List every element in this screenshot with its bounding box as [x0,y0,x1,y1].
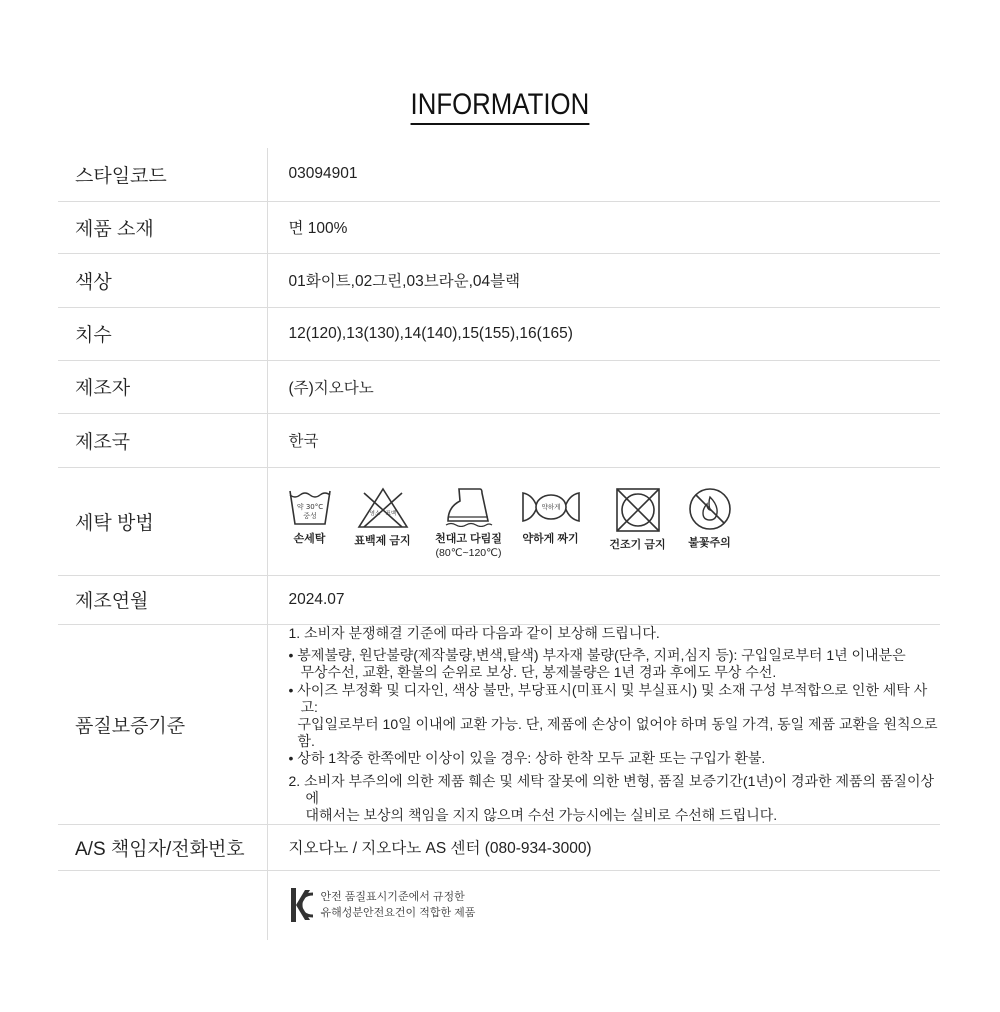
hand-wash-temp: 약 30°C [296,502,323,511]
table-row-wash [58,467,940,575]
care-item [609,487,667,552]
quality-text [289,625,941,824]
kc-logo-icon [289,886,315,924]
quality-b3: • 상하 1착중 한쪽에만 이상이 있을 경우: 상하 한착 모두 교환 또는 구입가 환불. [288,749,766,766]
table-row [58,824,940,870]
row-label: 세탁 방법 [58,467,267,575]
gentle-wring-icon [521,487,581,527]
care-caption: 표백제 금지 [354,534,411,547]
table-row-quality [58,624,940,824]
iron-temp: (80℃~120℃) [435,546,502,559]
table-row [58,575,940,624]
no-fire-icon [688,487,732,531]
row-value: 12(120),13(130),14(140),15(155),16(165) [288,324,573,342]
page-title-wrap [0,88,1000,125]
row-label: 치수 [58,307,267,360]
care-caption: 손세탁 [293,532,326,545]
kc-line2: 유해성분안전요건이 적합한 제품 [320,907,476,920]
row-label: 제조연월 [58,575,267,624]
row-label: A/S 책임자/전화번호 [58,824,267,870]
quality-b2a: • 사이즈 부정확 및 디자인, 색상 불만, 부당표시(미표시 및 부실표시) 및 소재 구성 부적합으로 인한 세탁 사고: [288,681,928,715]
hand-wash-neutral: 중성 [302,511,317,520]
care-caption [435,532,502,560]
hand-wash-icon [289,487,331,527]
kc-line1: 안전 품질표시기준에서 규정한 [320,891,465,904]
row-label: 제품 소재 [58,201,267,253]
no-bleach-icon [357,487,409,529]
kc-certification [289,886,941,924]
quality-p2b: 대해서는 보상의 책임을 지지 않으며 수선 가능시에는 실비로 수선해 드립니다. [305,806,778,823]
care-caption: 약하게 짜기 [522,532,579,545]
quality-p2a: 2. 소비자 부주의에 의한 제품 훼손 및 세탁 잘못에 의한 변형, 품질 보증기간(1년)이 경과한 제품의 품질이상에 [288,772,935,806]
row-value: 2024.07 [288,590,345,608]
bleach-chlorine: 염소 [369,510,380,517]
kc-text [321,889,476,921]
quality-standard [267,624,940,824]
care-caption: 불꽃주의 [688,536,731,549]
iron-icon [444,487,494,527]
wash-icons [267,467,940,575]
table-row [58,360,940,413]
row-label: 제조국 [58,413,267,467]
info-table [58,148,940,940]
care-caption: 건조기 금지 [609,538,666,551]
row-label: 제조자 [58,360,267,413]
quality-b1a: • 봉제불량, 원단불량(제작불량,변색,탈색) 부자재 불량(단추, 지퍼,심지 등): 구입일로부터 1년 이내분은 [288,646,906,663]
care-item [289,487,331,546]
quality-p1: 1. 소비자 분쟁해결 기준에 따라 다음과 같이 보상해 드립니다. [288,624,660,641]
table-row [58,253,940,307]
care-item [521,487,581,546]
iron-caption: 천대고 다림질 [435,532,502,545]
row-label: 색상 [58,253,267,307]
row-label: 품질보증기준 [58,624,267,824]
wring-text: 약하게 [541,502,560,511]
table-row [58,201,940,253]
row-value: 한국 [288,433,319,450]
care-item [687,487,733,550]
no-tumble-dry-icon [615,487,661,533]
quality-b1b: 무상수선, 교환, 환불의 순위로 보상. 단, 봉제불량은 1년 경과 후에도 무상 수선. [300,663,777,680]
table-row-kc [58,870,940,940]
care-icon-list [289,483,941,560]
page-title: INFORMATION [411,88,590,125]
row-label: 스타일코드 [58,148,267,201]
care-item [431,487,507,560]
row-label-empty [58,870,267,940]
bleach-bleach: 표백 [385,510,396,517]
row-value: (주)지오다노 [288,379,374,397]
table-row [58,148,940,201]
row-value: 01화이트,02그린,03브라운,04블랙 [288,273,521,290]
row-value: 면 100% [288,220,348,237]
table-row [58,413,940,467]
care-item [354,487,411,548]
row-value: 03094901 [288,165,358,183]
quality-b2b: 구입일로부터 10일 이내에 교환 가능. 단, 제품에 손상이 없어야 하며 동일 가격, 동일 제품 교환을 원칙으로 함. [297,715,938,749]
kc-mark [267,870,940,940]
row-value: 지오다노 / 지오다노 AS 센터 (080-934-3000) [288,840,592,857]
table-row [58,307,940,360]
